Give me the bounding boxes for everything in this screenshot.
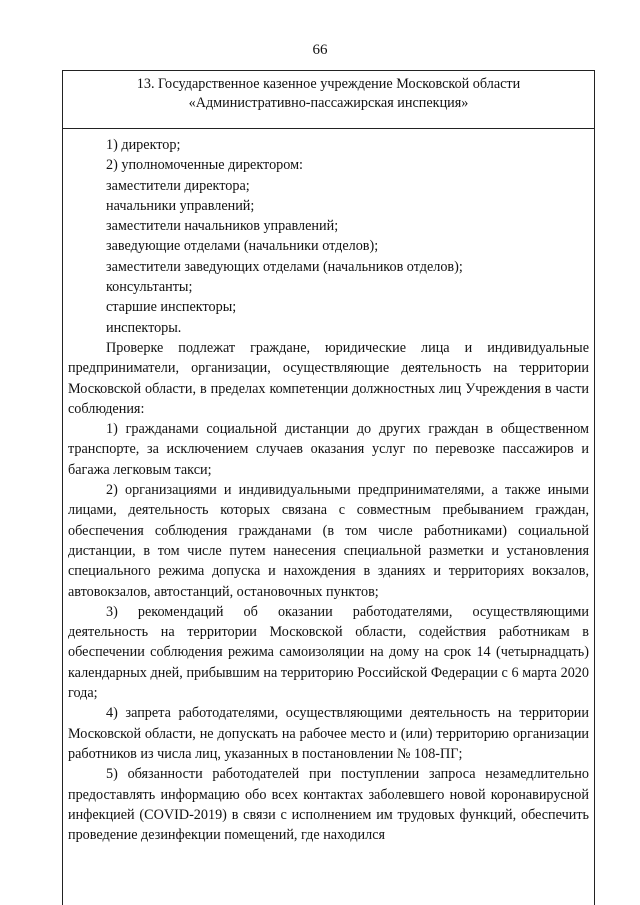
list-item: заместители заведующих отделами (начальников отделов); xyxy=(106,258,463,275)
list-item: заведующие отделами (начальники отделов); xyxy=(106,238,379,255)
paragraph-item-5: 5) обязанности работодателей при поступлении запроса незамедлительно предоставлять информацию обо всех контактах заболевшего новой коронавирусной инфекцией (COVID-2019) в связи с исполнением им трудовых функций, обеспечить проведение дезинфекции помещений, где находился xyxy=(68,766,589,844)
list-item: 2) уполномоченные директором: xyxy=(106,157,304,174)
list-item: инспекторы. xyxy=(106,319,182,336)
table-body-cell xyxy=(63,129,594,845)
paragraph-item-1: 1) гражданами социальной дистанции до других граждан в общественном транспорте, за исключением случаев оказания услуг по перевозке пассажиров и багажа легковым такси; xyxy=(68,421,589,478)
table-header-cell xyxy=(63,71,594,129)
list-item: старшие инспекторы; xyxy=(106,299,237,316)
page-number: 66 xyxy=(312,42,328,58)
paragraph-item-2: 2) организациями и индивидуальными предпринимателями, а также иными лицами, деятельность которых связана с совместным пребыванием граждан, обеспечения соблюдения гражданами (в том числе работниками) социальной дистанции, в том числе путем нанесения специальной разметки и установления специального режима допуска и нахождения в зданиях и территориях вокзалов, автовокзалов, автостанций, остановочных пунктов; xyxy=(68,482,589,600)
list-item: начальники управлений; xyxy=(106,197,255,214)
institution-title-line-2: «Административно-пассажирская инспекция» xyxy=(188,95,469,111)
paragraph-intro: Проверке подлежат граждане, юридические лица и индивидуальные предприниматели, организации, осуществляющие деятельность на территории Московской области, в пределах компетенции должностных лиц Учреждения в части соблюдения: xyxy=(68,339,589,417)
list-item: 1) директор; xyxy=(106,137,181,153)
paragraph-item-3: 3) рекомендаций об оказании работодателями, осуществляющими деятельность на территории Московской области, содействия работникам в обеспечении соблюдения режима самоизоляции на дому на срок 14 (четырнадцать) календарных дней, прибывшим на территорию Российской Федерации с 6 марта 2020 года; xyxy=(68,603,589,702)
list-item: заместители начальников управлений; xyxy=(106,218,339,235)
list-item: консультанты; xyxy=(106,279,193,296)
paragraph-item-4: 4) запрета работодателями, осуществляющими деятельность на территории Московской области, не допускать на рабочее место и (или) территорию организации работников из числа лиц, указанных в постановлении № 108-ПГ; xyxy=(68,705,589,762)
institution-title-line-1: 13. Государственное казенное учреждение Московской области xyxy=(136,76,521,92)
list-item: заместители директора; xyxy=(106,177,250,194)
document-table xyxy=(62,70,595,905)
